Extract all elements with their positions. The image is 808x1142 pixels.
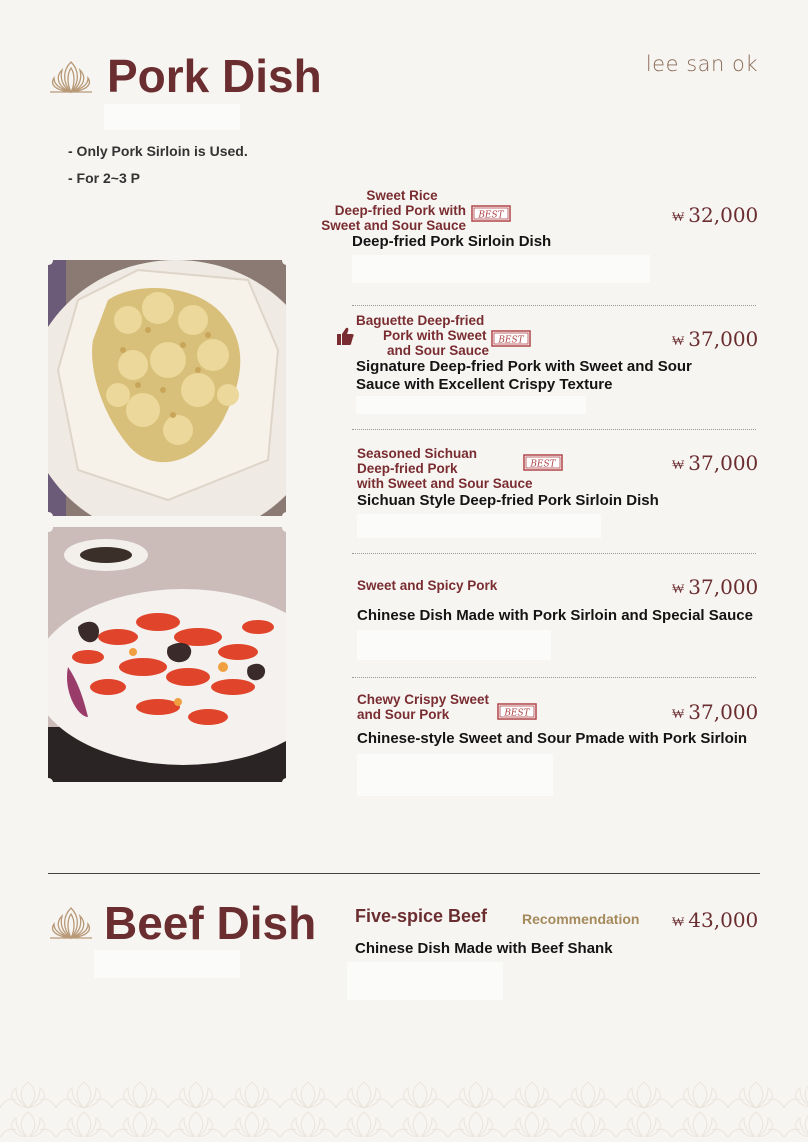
desc-translation-placeholder xyxy=(347,962,503,1000)
item-name-line: Seasoned Sichuan xyxy=(357,446,478,461)
menu-item-4-name xyxy=(357,578,497,593)
currency-symbol: ₩ xyxy=(672,458,685,473)
currency-symbol: ₩ xyxy=(672,334,685,349)
best-stamp-icon xyxy=(523,454,563,476)
photo-corner xyxy=(44,523,53,532)
desc-line: Sauce with Excellent Crispy Texture xyxy=(356,376,613,393)
title-translation-placeholder xyxy=(104,104,240,130)
item-name-line: Deep-fried Pork with xyxy=(334,203,466,218)
menu-item-4-price xyxy=(672,575,758,599)
desc-translation-placeholder xyxy=(352,255,650,283)
menu-item-3-price xyxy=(672,451,758,475)
price-value: 32,000 xyxy=(688,203,759,227)
menu-item-2-desc xyxy=(356,358,692,394)
menu-item-5-price xyxy=(672,700,758,724)
best-stamp-icon xyxy=(471,205,511,227)
note-sirloin: - Only Pork Sirloin is Used. xyxy=(68,143,248,159)
price-value: 37,000 xyxy=(688,700,759,724)
photo-corner xyxy=(282,256,291,265)
item-name-line: with Sweet and Sour Sauce xyxy=(357,476,533,491)
photo-corner xyxy=(44,256,53,265)
item-divider xyxy=(352,677,756,678)
beef-item-price xyxy=(672,908,758,932)
brand-name: lee san ok xyxy=(645,52,758,76)
item-name-line: Deep-fried Pork xyxy=(357,461,458,476)
item-name-line: and Sour Pork xyxy=(357,707,450,722)
photo-corner xyxy=(282,523,291,532)
item-name-line: Chewy Crispy Sweet xyxy=(357,692,490,707)
item-name-line: Sweet and Spicy Pork xyxy=(357,578,498,593)
currency-symbol: ₩ xyxy=(672,707,685,722)
best-label: BEST xyxy=(504,708,530,719)
menu-item-5-desc: Chinese-style Sweet and Sour Pmade with Pork Sirloin xyxy=(357,730,748,747)
menu-item-1-price xyxy=(672,203,758,227)
best-label: BEST xyxy=(498,335,524,346)
item-name-line: Baguette Deep-fried xyxy=(356,313,485,328)
best-stamp-icon xyxy=(497,703,537,725)
photo-corner xyxy=(44,512,53,521)
item-divider xyxy=(352,305,756,306)
menu-item-4-desc: Chinese Dish Made with Pork Sirloin and Special Sauce xyxy=(357,607,753,624)
thumbs-up-icon xyxy=(335,326,355,351)
title-translation-placeholder xyxy=(94,950,240,978)
best-stamp-icon xyxy=(491,330,531,352)
item-name-line: Sweet and Sour Sauce xyxy=(321,218,466,233)
menu-item-5-name xyxy=(357,692,497,722)
desc-line: Signature Deep-fried Pork with Sweet and Sour xyxy=(356,358,692,375)
best-label: BEST xyxy=(478,210,504,221)
desc-translation-placeholder xyxy=(357,630,551,660)
lotus-icon xyxy=(48,904,94,944)
pork-section-title: Pork Dish xyxy=(107,50,322,102)
desc-translation-placeholder xyxy=(356,396,586,414)
currency-symbol: ₩ xyxy=(672,915,685,930)
decorative-pattern xyxy=(0,1080,808,1137)
photo-corner xyxy=(44,778,53,787)
desc-translation-placeholder xyxy=(357,514,601,538)
beef-item-desc: Chinese Dish Made with Beef Shank xyxy=(355,940,613,957)
menu-item-1-desc: Deep-fried Pork Sirloin Dish xyxy=(352,233,552,250)
item-name-line: Pork with Sweet xyxy=(383,328,487,343)
photo-corner xyxy=(282,512,291,521)
beef-section-title: Beef Dish xyxy=(104,897,317,949)
note-portion: - For 2~3 P xyxy=(68,170,140,186)
lotus-icon xyxy=(48,58,94,98)
price-value: 37,000 xyxy=(688,575,759,599)
item-name-line: Sweet Rice xyxy=(366,188,438,203)
photo-corner xyxy=(282,778,291,787)
best-label: BEST xyxy=(530,459,556,470)
menu-item-2-name xyxy=(356,313,492,358)
currency-symbol: ₩ xyxy=(672,210,685,225)
menu-item-3-name xyxy=(357,446,547,491)
desc-translation-placeholder xyxy=(357,754,553,796)
price-value: 43,000 xyxy=(688,908,759,932)
beef-item-name: Five-spice Beef xyxy=(355,906,488,926)
section-divider xyxy=(48,873,760,874)
spicy-pork-photo xyxy=(48,527,286,782)
recommendation-tag: Recommendation xyxy=(522,911,640,927)
item-divider xyxy=(352,553,756,554)
price-value: 37,000 xyxy=(688,451,759,475)
menu-item-3-desc: Sichuan Style Deep-fried Pork Sirloin Dish xyxy=(357,492,659,509)
fried-pork-photo xyxy=(48,260,286,516)
currency-symbol: ₩ xyxy=(672,582,685,597)
price-value: 37,000 xyxy=(688,327,759,351)
item-divider xyxy=(352,429,756,430)
menu-item-2-price xyxy=(672,327,758,351)
menu-item-1-name xyxy=(320,188,466,233)
item-name-line: and Sour Sauce xyxy=(387,343,490,358)
